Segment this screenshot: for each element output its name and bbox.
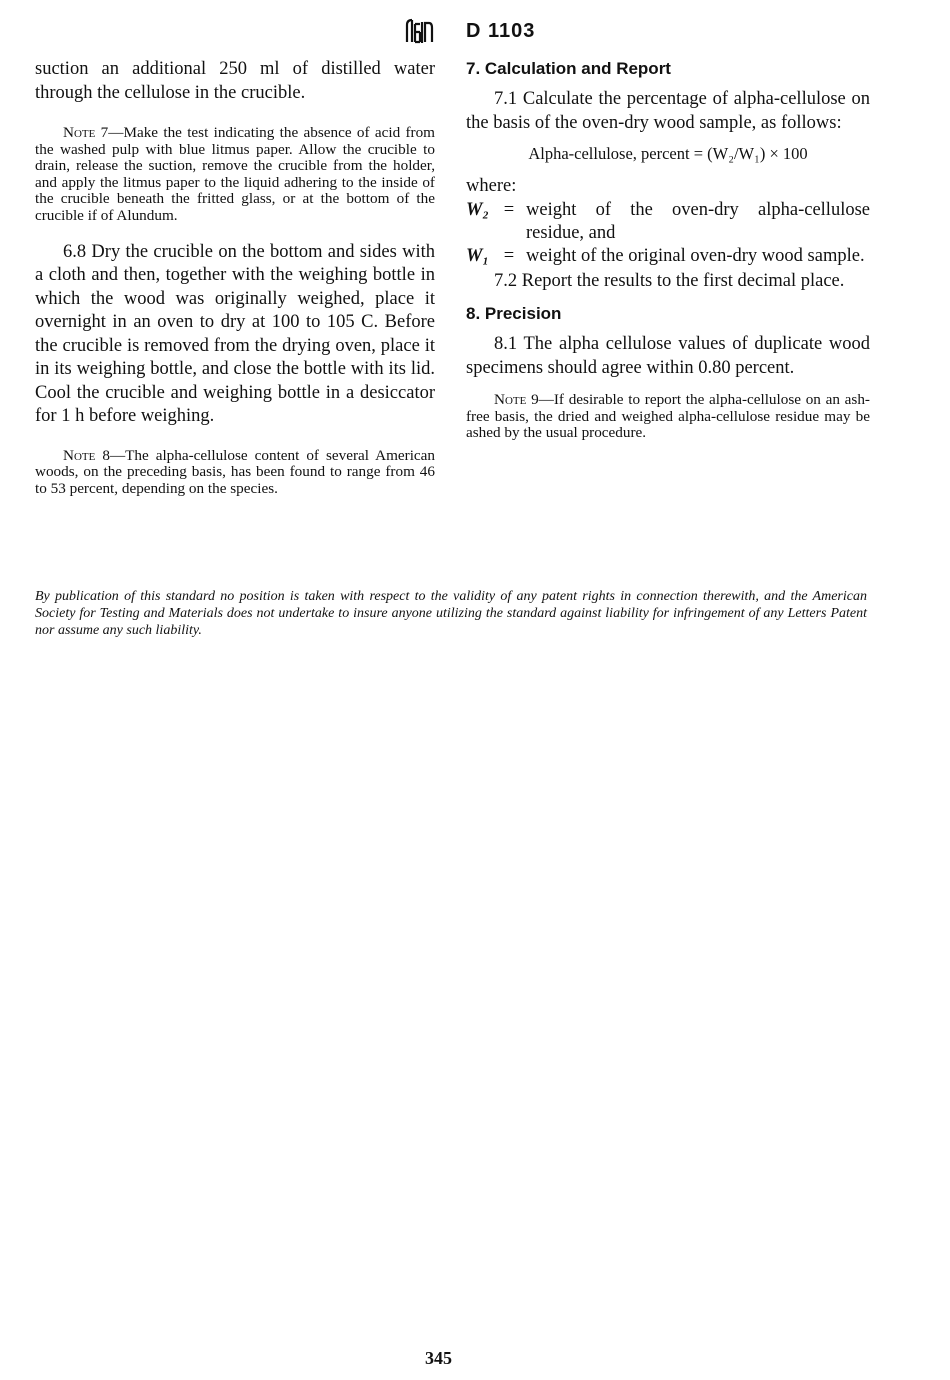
- paragraph-continuation: suction an additional 250 ml of distilled water through the cellulose in the crucible.: [35, 59, 435, 103]
- definition-equals: =: [503, 199, 515, 220]
- where-label: where:: [466, 176, 517, 196]
- definition-equals: =: [503, 245, 515, 266]
- patent-disclaimer: By publication of this standard no position is taken with respect to the validity of any patent rights in connection therewith, and the American Society for Testing and Materials does not undertake to insure anyone utilizing the standard against liability for infringement of any Letters Patent nor assume any such liability.: [35, 589, 867, 638]
- paragraph-6-8: 6.8 Dry the crucible on the bottom and sides with a cloth and then, together with the weighing bottle in which the wood was originally weighed, place it overnight in an oven to dry at 100 to 105 C. Before the crucible is removed from the drying oven, place it in its weighing bottle, and close the bottle with its lid. Cool the crucible and weighing bottle in a desiccator for 1 h before weighing.: [35, 241, 435, 427]
- right-column: [466, 58, 870, 442]
- definition-row: [466, 245, 870, 268]
- note-7-text: —Make the test indicating the absence of acid from the washed pulp with blue litmus paper. Allow the crucible to drain, release the suction, remove the crucible from the holder, and apply the litmus paper to the liquid adhering to the inside of the crucible beneath the fritted glass, or at the bottom of the crucible if of Alundum.: [35, 124, 435, 224]
- paragraph-7-2: 7.2 Report the results to the first decimal place.: [494, 270, 845, 291]
- paragraph-8-1: 8.1 The alpha cellulose values of duplicate wood specimens should agree within 0.80 percent.: [466, 334, 870, 378]
- definition-symbol: W₁: [466, 245, 489, 266]
- alpha-cellulose-formula: Alpha-cellulose, percent = (W₂/W₁) × 100: [528, 144, 808, 163]
- astm-logo: [404, 16, 434, 46]
- note-9-text: —If desirable to report the alpha-cellulose on an ash-free basis, the dried and weighed alpha-cellulose residue may be ashed by the usual procedure.: [466, 391, 870, 442]
- note-7: [35, 125, 435, 225]
- definition-row: [466, 199, 870, 245]
- note-9: [466, 392, 870, 442]
- note-8-text: —The alpha-cellulose content of several American woods, on the preceding basis, has been found to range from 46 to 53 percent, depending on the species.: [35, 446, 435, 497]
- left-column: [35, 58, 435, 497]
- note-7-label: Note 7: [63, 124, 109, 141]
- definition-text: weight of the oven-dry alpha-cellulose residue, and: [526, 199, 870, 243]
- definition-symbol: W₂: [466, 199, 489, 220]
- definition-text: weight of the original oven-dry wood sample.: [526, 245, 865, 266]
- page-number: 345: [425, 1348, 452, 1368]
- section-8-heading: 8. Precision: [466, 304, 562, 323]
- variable-definitions: [466, 199, 870, 268]
- paragraph-7-1: 7.1 Calculate the percentage of alpha-cellulose on the basis of the oven-dry wood sample, as follows:: [466, 89, 870, 133]
- note-9-label: Note 9: [494, 391, 539, 408]
- note-8-label: Note 8: [63, 446, 110, 464]
- section-7-heading: 7. Calculation and Report: [466, 59, 671, 78]
- standard-code: D 1103: [466, 20, 536, 42]
- note-8: [35, 448, 435, 498]
